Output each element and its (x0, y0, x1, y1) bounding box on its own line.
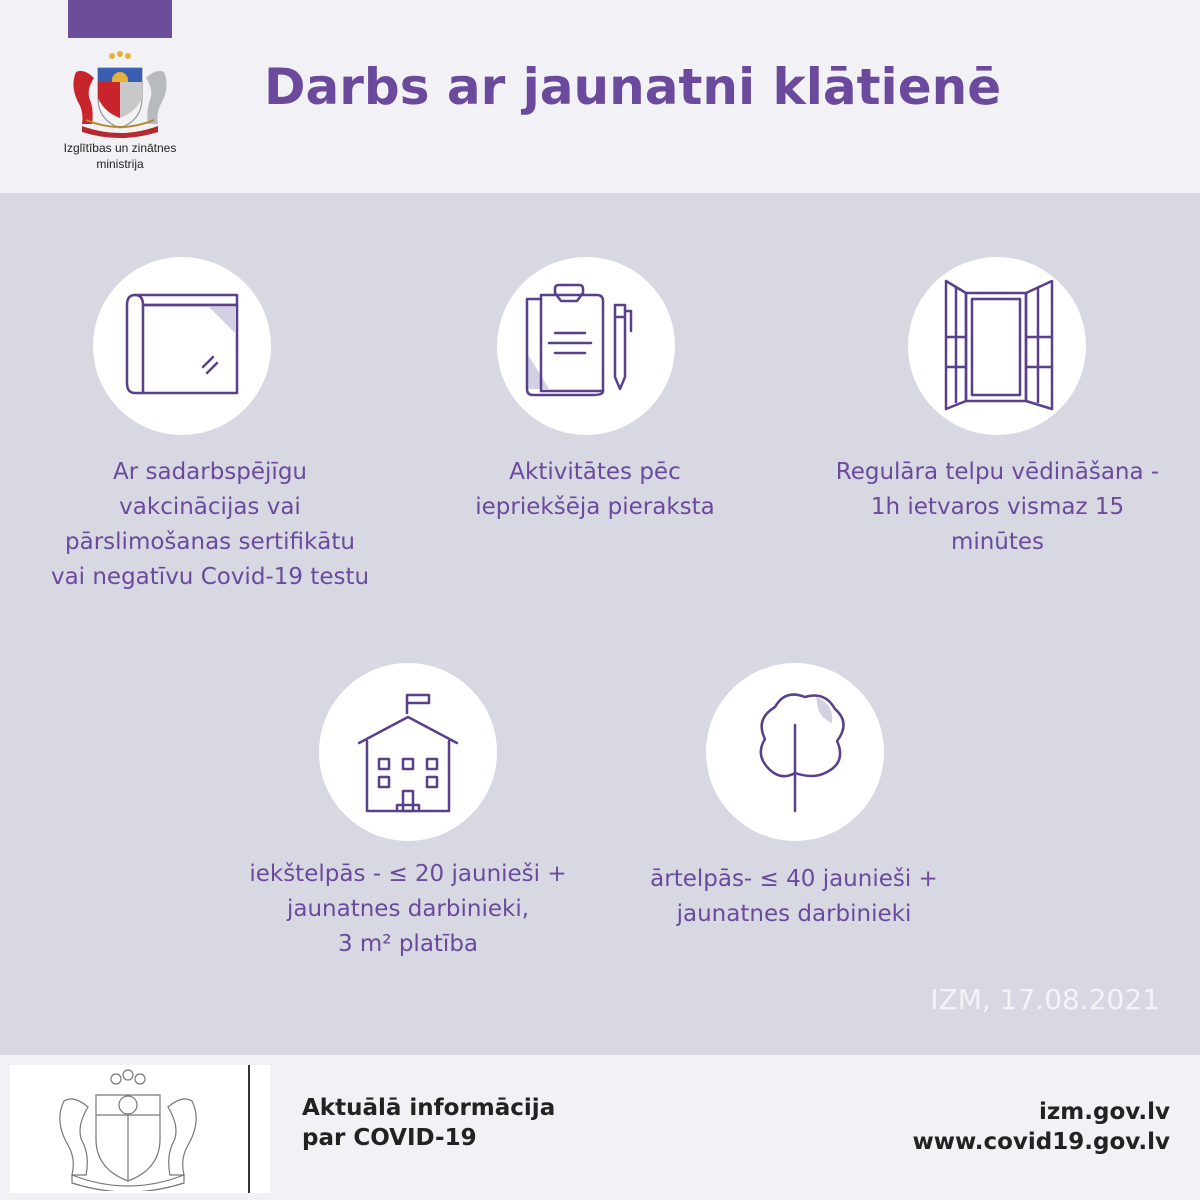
izm-link[interactable]: izm.gov.lv (1039, 1099, 1170, 1125)
caption-ventilation (820, 455, 1175, 560)
caption-indoors (240, 857, 576, 962)
caption-line: vai negatīvu Covid-19 testu (50, 564, 370, 590)
ministry-name-line2: ministrija (96, 157, 144, 171)
caption-line: vakcinācijas vai (119, 494, 301, 520)
icon-circle-certificate (93, 257, 271, 435)
caption-line: minūtes (950, 529, 1045, 555)
footer-covid-info (302, 1093, 555, 1153)
icon-circle-registration (497, 257, 675, 435)
ministry-name-line1: Izglītības un zinātnes (63, 141, 177, 155)
accent-bar (68, 0, 172, 38)
coat-of-arms-logo (62, 50, 178, 138)
caption-line: jaunatnes darbinieki (676, 901, 912, 927)
caption-line: iekštelpās - ≤ 20 jaunieši + (249, 861, 567, 887)
tree-icon (706, 663, 884, 841)
caption-line: Ar sadarbspējīgu (112, 459, 308, 485)
icon-circle-outdoors (706, 663, 884, 841)
caption-certificate (40, 455, 380, 595)
ministry-name (40, 140, 200, 172)
caption-outdoors (630, 862, 958, 932)
icon-circle-ventilation (908, 257, 1086, 435)
caption-line: 1h ietvaros vismaz 15 (870, 494, 1125, 520)
caption-line: Regulāra telpu vēdināšana - (835, 459, 1160, 485)
footer-left-line1: Aktuālā informācija (302, 1095, 556, 1121)
map-scroll-icon (93, 257, 271, 435)
school-building-icon (319, 663, 497, 841)
caption-line: jaunatnes darbinieki, (286, 896, 530, 922)
caption-line: Aktivitātes pēc (509, 459, 681, 485)
clipboard-pen-icon (497, 257, 675, 435)
icon-circle-indoors (319, 663, 497, 841)
footer-divider (248, 1065, 250, 1193)
caption-line: iepriekšēja pieraksta (475, 494, 715, 520)
footer (0, 1055, 1200, 1200)
header (0, 0, 1200, 193)
footer-links (912, 1097, 1170, 1157)
open-window-icon (908, 257, 1086, 435)
caption-registration (440, 455, 750, 525)
footer-left-line2: par COVID-19 (302, 1125, 477, 1151)
date-stamp: IZM, 17.08.2021 (930, 983, 1160, 1016)
caption-line: pārslimošanas sertifikātu (65, 529, 355, 555)
covid19-link[interactable]: www.covid19.gov.lv (912, 1129, 1170, 1155)
page-title: Darbs ar jaunatni klātienē (264, 58, 1002, 116)
caption-line: ārtelpās- ≤ 40 jaunieši + (650, 866, 938, 892)
coat-of-arms-outline-icon (44, 1067, 212, 1191)
caption-line: 3 m² platība (337, 931, 479, 957)
